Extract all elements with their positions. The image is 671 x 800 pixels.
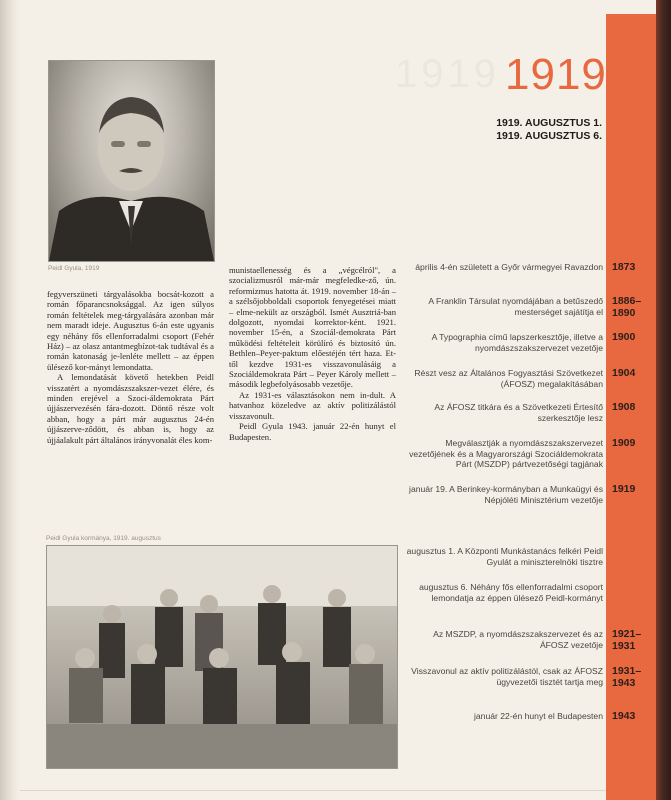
timeline-text: április 4-én született a Győr vármegyei Ravazdon	[415, 262, 603, 272]
timeline-year: 1873	[612, 261, 636, 273]
bottom-rule	[20, 790, 606, 791]
timeline-year: 1900	[612, 331, 636, 343]
timeline-text: Az ÁFOSZ titkára és a Szövetkezeti Értesítő szerkesztője lesz	[434, 402, 603, 423]
date-aug-6: 1919. AUGUSZTUS 6.	[496, 130, 602, 142]
timeline-year: 1931– 1943	[612, 665, 642, 689]
date-aug-1: 1919. AUGUSZTUS 1.	[496, 117, 602, 129]
timeline-text: Az MSZDP, a nyomdászszakszervezet és az ÁFOSZ vezetője	[433, 629, 603, 650]
timeline-text: január 22-én hunyt el Budapesten	[473, 711, 603, 721]
book-spine	[0, 0, 20, 800]
timeline-text: Visszavonul az aktív politizálástól, csak az ÁFOSZ ügyvezetői tisztét tartja meg	[411, 666, 603, 687]
timeline-text: augusztus 1. A Központi Munkástanács felkéri Peidl Gyulát a miniszterelnöki tisztre	[406, 546, 603, 567]
timeline-text: augusztus 6. Néhány fős ellenforradalmi csoport lemondatja az éppen ülésező Peidl-kormányt	[419, 582, 603, 603]
timeline-text: január 19. A Berinkey-kormányban a Munkaügyi és Népjóléti Minisztérium vezetője	[409, 484, 603, 505]
year-heading: 1919	[505, 50, 607, 99]
timeline-year: 1909	[612, 437, 636, 449]
body-paragraph: fegyverszüneti tárgyalásokba bocsát-kozott a román főparancsnoksággal. Az igen súlyos román feltételek meg-tárgyalására azonban már nem maradt ideje. Augusztus 6-án este ugyanis egy néhány fős ellenforradalmi csoport (Fehér Ház) – az olasz antantmegbízot-tak tudtával és a román katonaság je-lenléte mellett – az éppen ülésező kor-mányt lemondatta.	[47, 289, 214, 372]
timeline-text: A Typographia című lapszerkesztője, illetve a nyomdászszakszervezet vezetője	[431, 332, 603, 353]
group-photo	[46, 545, 398, 769]
year-ghost-text: 1919	[395, 52, 500, 96]
page-edge	[656, 0, 671, 800]
group-photo-caption: Peidl Gyula kormánya, 1919. augusztus	[46, 535, 161, 542]
body-paragraph: Peidl Gyula 1943. január 22-én hunyt el Budapesten.	[229, 421, 396, 442]
timeline-year: 1908	[612, 401, 636, 413]
timeline-text: Részt vesz az Általános Fogyasztási Szövetkezet (ÁFOSZ) megalakításában	[414, 368, 603, 389]
timeline-year: 1886– 1890	[612, 295, 642, 319]
timeline-year: 1919	[612, 483, 636, 495]
body-column-2	[229, 265, 396, 442]
timeline-year: 1904	[612, 367, 636, 379]
body-paragraph: A lemondatását követő hetekben Peidl visszatért a nyomdászszakszer-vezet élére, és minden erejével a Szoci-áldemokrata Párt újjászervezésén fára-dozott. Döntő része volt abban, hogy a párt már augusztus 24-én újjászerve-ződött, és abban is, hogy az újjáalakult párt általános irányvonalát éles kom-	[47, 372, 214, 445]
timeline-text: Megválasztják a nyomdászszakszervezet vezetőjének és a Magyarországi Szociáldemokrata Párt (MSZDP) pártvezetőségi tagjának	[409, 438, 603, 469]
date-list	[476, 117, 602, 143]
body-paragraph: munistaellenesség és a „végcélról", a szocializmusról már-már megfeledke-ző, ún. reformizmus hatotta át. 1919. november 18-án – a szélsőjobboldali csoportok fenyegetései miatt – elme-nekült az országból. Ismét Ausztriá-ban dolgozott, nyomdai korrektor-ként. 1921. november 15-én, a Szociál-demokrata Párt működési feltételeit körülíró és biztosító ún. Bethlen–Peyer-paktum előestéjén tért haza. Et-től kezdve 1931-es visszavonulásáig a Szociáldemokrata Párt – Peyer Károly mellett – második legbefolyásosabb vezetője.	[229, 265, 396, 390]
portrait-photo	[48, 60, 215, 262]
timeline-text: A Franklin Társulat nyomdájában a betűszedő mesterséget sajátítja el	[428, 296, 603, 317]
timeline-year: 1921– 1931	[612, 628, 642, 652]
body-column-1	[47, 289, 214, 445]
timeline-year: 1943	[612, 710, 636, 722]
portrait-figure	[49, 61, 214, 261]
portrait-caption: Peidl Gyula, 1919	[48, 265, 100, 272]
body-paragraph: Az 1931-es választásokon nem in-dult. A hatvanhoz közeledve az aktív politizálástól visszavonult.	[229, 389, 396, 421]
group-figures	[47, 546, 397, 768]
